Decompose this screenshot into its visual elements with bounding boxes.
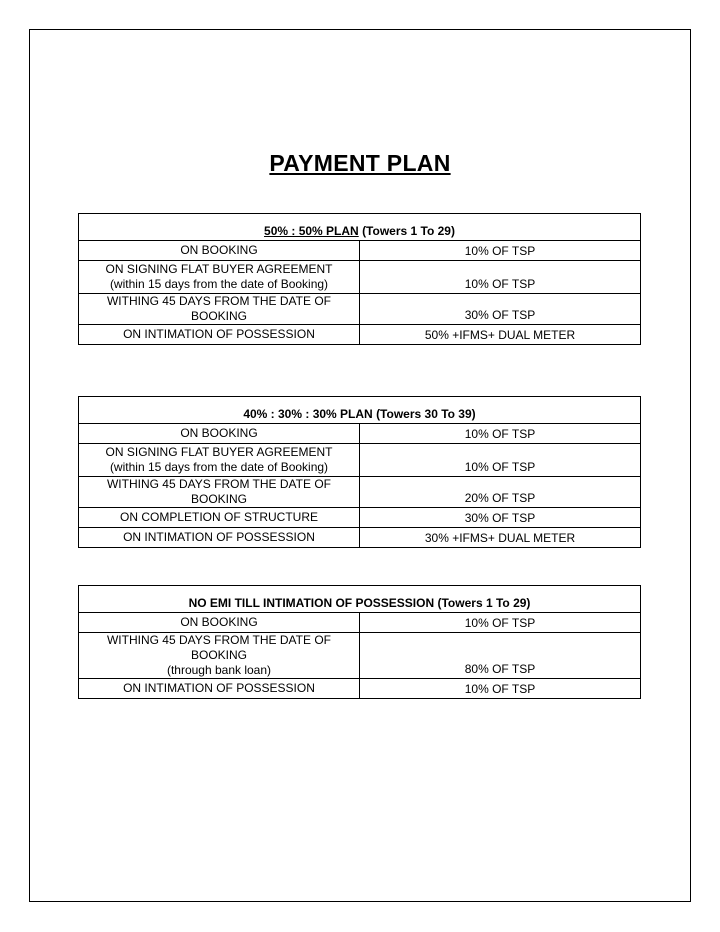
table-row: [79, 261, 641, 294]
plan-header-row: [79, 214, 641, 241]
stage-cell: ON BOOKING: [79, 613, 360, 633]
stage-cell: ON COMPLETION OF STRUCTURE: [79, 508, 360, 528]
table-row: [79, 294, 641, 325]
plan-header: [79, 397, 641, 424]
plan-table-3: [78, 585, 641, 699]
plan-title: 50% : 50% PLAN: [264, 224, 359, 238]
amount-cell: 50% +IFMS+ DUAL METER: [360, 325, 641, 345]
amount-cell: 10% OF TSP: [360, 613, 641, 633]
amount-cell: 10% OF TSP: [360, 424, 641, 444]
stage-cell: WITHING 45 DAYS FROM THE DATE OF BOOKING: [79, 294, 360, 325]
amount-cell: 30% OF TSP: [360, 508, 641, 528]
stage-cell: ON INTIMATION OF POSSESSION: [79, 679, 360, 699]
table-row: [79, 241, 641, 261]
stage-cell: ON SIGNING FLAT BUYER AGREEMENT (within 15 days from the date of Booking): [79, 261, 360, 294]
table-row: [79, 528, 641, 548]
table-row: [79, 444, 641, 477]
stage-cell: ON INTIMATION OF POSSESSION: [79, 528, 360, 548]
stage-cell: WITHING 45 DAYS FROM THE DATE OF BOOKING: [79, 477, 360, 508]
table-row: [79, 613, 641, 633]
plan-subtitle: (Towers 1 To 29): [362, 224, 455, 238]
amount-cell: 20% OF TSP: [360, 477, 641, 508]
plan-header: [79, 586, 641, 613]
amount-cell: 30% +IFMS+ DUAL METER: [360, 528, 641, 548]
plan-header-row: [79, 586, 641, 613]
page-title: PAYMENT PLAN: [269, 150, 451, 176]
table-row: [79, 633, 641, 679]
plan-title: NO EMI TILL INTIMATION OF POSSESSION: [188, 596, 435, 610]
plan-table-1: [78, 213, 641, 345]
plan-header: [79, 214, 641, 241]
plan-subtitle: (Towers 30 To 39): [376, 407, 476, 421]
table-row: [79, 477, 641, 508]
stage-cell: ON BOOKING: [79, 241, 360, 261]
plan-title: 40% : 30% : 30% PLAN: [243, 407, 373, 421]
amount-cell: 10% OF TSP: [360, 241, 641, 261]
amount-cell: 10% OF TSP: [360, 679, 641, 699]
table-row: [79, 424, 641, 444]
table-row: [79, 508, 641, 528]
amount-cell: 10% OF TSP: [360, 261, 641, 294]
amount-cell: 80% OF TSP: [360, 633, 641, 679]
stage-cell: ON BOOKING: [79, 424, 360, 444]
stage-cell: ON SIGNING FLAT BUYER AGREEMENT (within 15 days from the date of Booking): [79, 444, 360, 477]
table-row: [79, 679, 641, 699]
table-row: [79, 325, 641, 345]
stage-cell: ON INTIMATION OF POSSESSION: [79, 325, 360, 345]
plan-table-2: [78, 396, 641, 548]
stage-cell: WITHING 45 DAYS FROM THE DATE OF BOOKING (through bank loan): [79, 633, 360, 679]
amount-cell: 30% OF TSP: [360, 294, 641, 325]
plan-subtitle: (Towers 1 To 29): [437, 596, 531, 610]
plan-header-row: [79, 397, 641, 424]
amount-cell: 10% OF TSP: [360, 444, 641, 477]
